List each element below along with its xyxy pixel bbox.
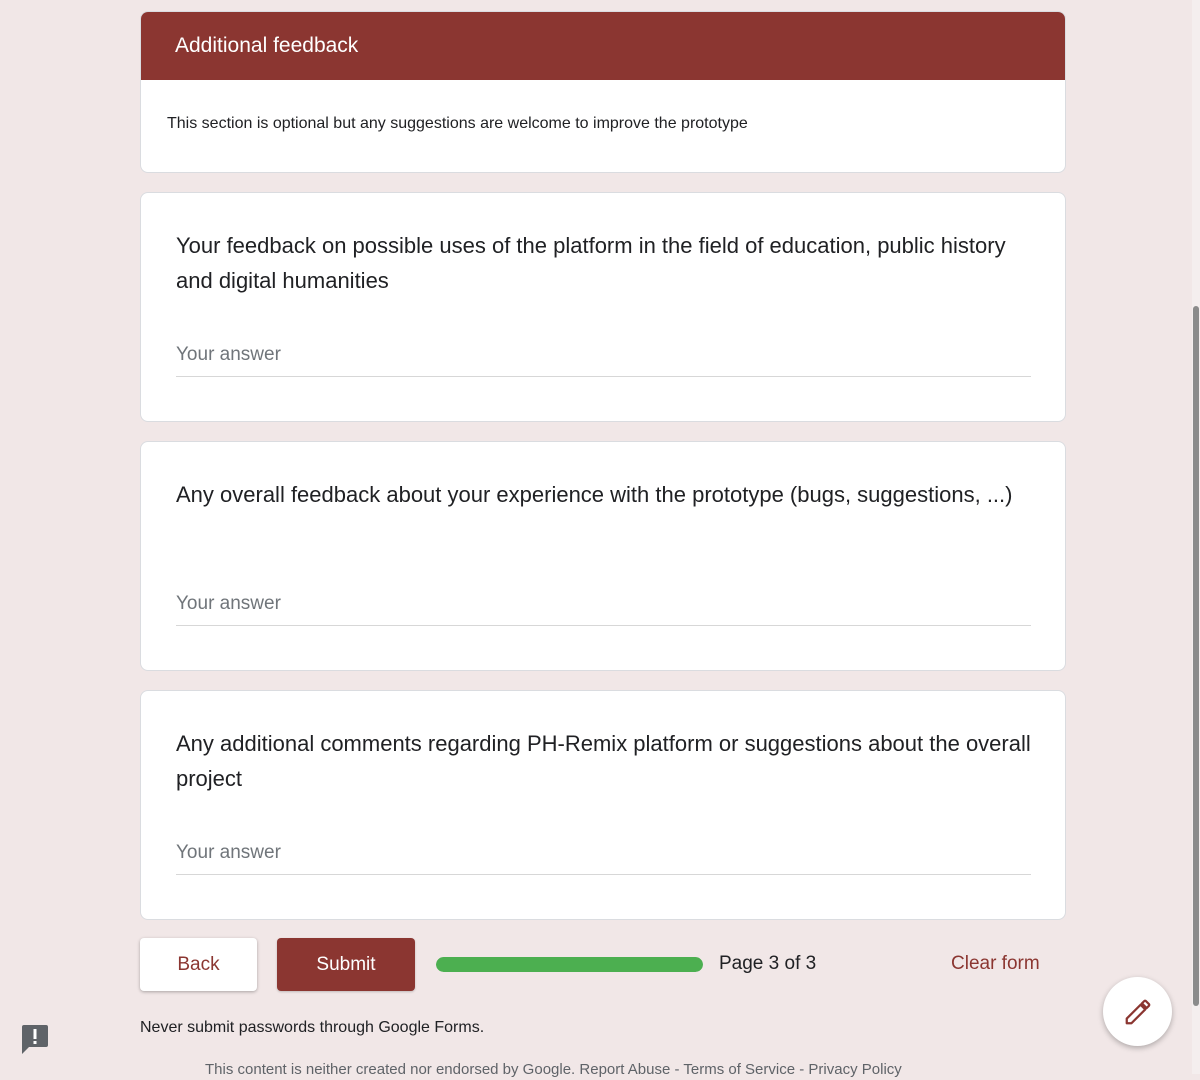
footer-disclaimer: This content is neither created nor endorsed by Google. [205, 1061, 576, 1078]
clear-form-button[interactable]: Clear form [951, 953, 1040, 974]
submit-button[interactable]: Submit [277, 938, 415, 991]
question-card [140, 690, 1066, 920]
progress-bar [436, 957, 703, 972]
pencil-icon [1123, 997, 1153, 1027]
report-abuse-link[interactable]: Report Abuse [579, 1061, 671, 1078]
footer-separator: - [799, 1061, 809, 1078]
password-warning: Never submit passwords through Google Forms. [140, 1019, 485, 1036]
back-button[interactable]: Back [140, 938, 257, 991]
footer [205, 1060, 902, 1080]
report-issue-icon[interactable] [20, 1024, 50, 1056]
progress-bar-fill [436, 957, 703, 972]
page-indicator: Page 3 of 3 [719, 953, 817, 974]
terms-of-service-link[interactable]: Terms of Service [683, 1061, 796, 1078]
section-title: Additional feedback [141, 12, 1065, 80]
question-card [140, 441, 1066, 671]
footer-separator: - [674, 1061, 684, 1078]
edit-form-button[interactable] [1103, 977, 1172, 1046]
question-title: Any additional comments regarding PH-Remix platform or suggestions about the overall project [176, 731, 1031, 791]
question-title: Any overall feedback about your experience with the prototype (bugs, suggestions, ...) [176, 482, 1013, 507]
section-header-card [140, 11, 1066, 173]
answer-input[interactable] [176, 582, 1031, 626]
answer-input[interactable] [176, 831, 1031, 875]
question-title: Your feedback on possible uses of the platform in the field of education, public history and digital humanities [176, 233, 1006, 293]
scrollbar-thumb[interactable] [1193, 306, 1199, 1006]
page-scrollbar[interactable] [1192, 0, 1200, 1074]
answer-input[interactable] [176, 333, 1031, 377]
privacy-policy-link[interactable]: Privacy Policy [808, 1061, 902, 1078]
question-card [140, 192, 1066, 422]
section-description: This section is optional but any suggestions are welcome to improve the prototype [167, 115, 748, 132]
